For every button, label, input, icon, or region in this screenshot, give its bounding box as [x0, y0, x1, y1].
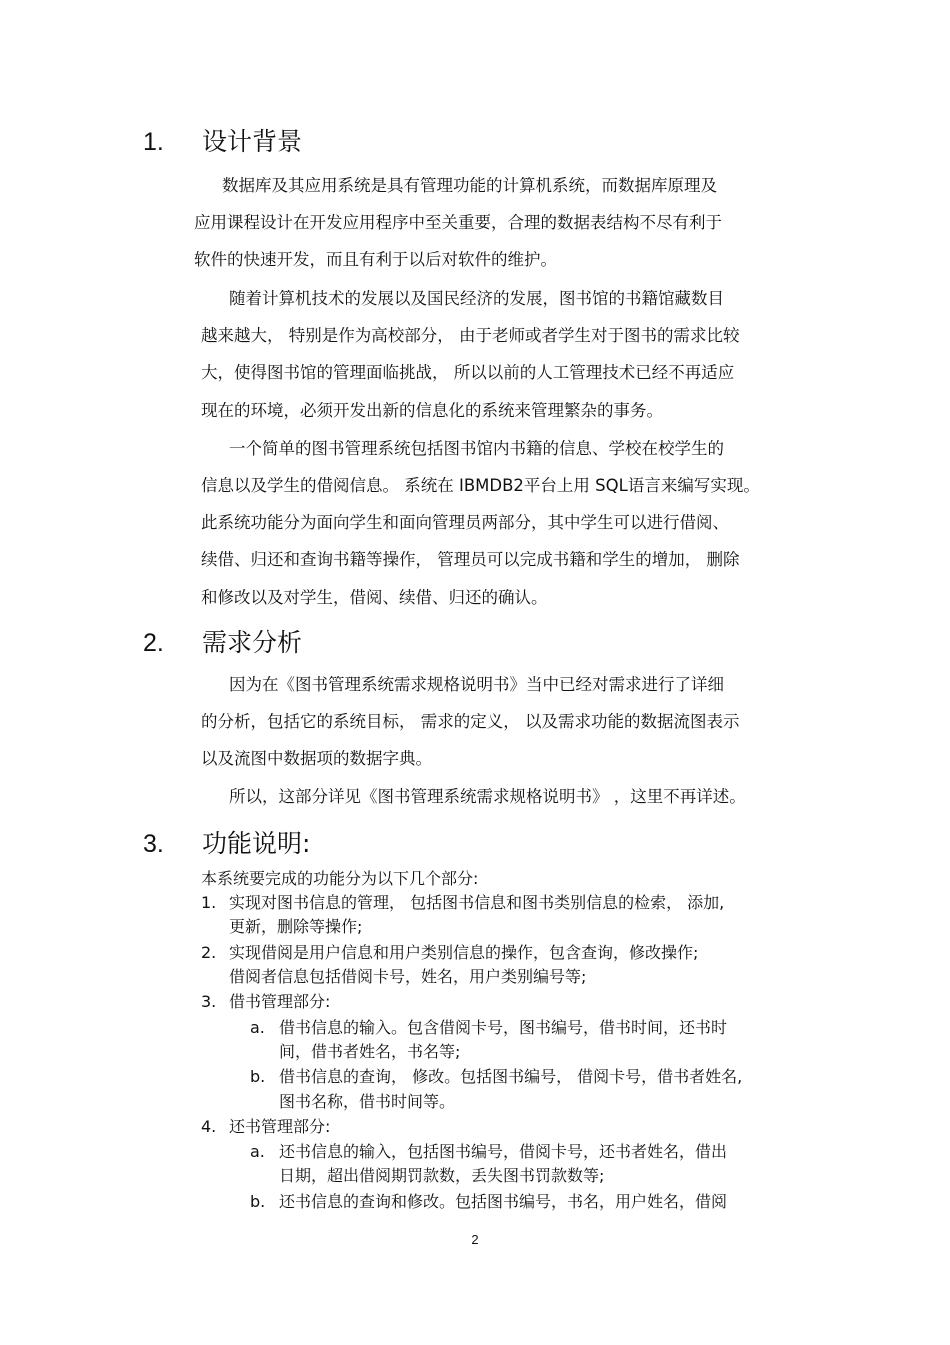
section-1-number: 1. — [143, 128, 164, 156]
list-marker: 2. — [201, 943, 217, 962]
paragraph-line: 大，使得图书馆的管理面临挑战， 所以以前的人工管理技术已经不再适应 — [201, 363, 735, 382]
sub-list-item-line: 借书信息的查询， 修改。包括图书编号， 借阅卡号，借书者姓名, — [279, 1067, 743, 1086]
paragraph-line: 信息以及学生的借阅信息。 系统在 IBMDB2平台上用 SQL语言来编写实现。 — [201, 476, 760, 495]
section-intro: 本系统要完成的功能分为以下几个部分: — [201, 869, 479, 888]
section-3-title: 功能说明: — [202, 829, 311, 858]
list-marker: 4. — [201, 1117, 217, 1136]
paragraph-line: 软件的快速开发，而且有利于以后对软件的维护。 — [194, 250, 557, 269]
sub-list-marker: a. — [250, 1142, 265, 1161]
list-item-line: 借阅者信息包括借阅卡号，姓名，用户类别编号等; — [229, 967, 587, 986]
paragraph-line: 所以，这部分详见《图书管理系统需求规格说明书》 ，这里不再详述。 — [229, 787, 746, 806]
sub-list-marker: a. — [250, 1018, 265, 1037]
sub-list-item-line: 还书信息的输入，包括图书编号，借阅卡号，还书者姓名，借出 — [279, 1142, 728, 1161]
paragraph-line: 因为在《图书管理系统需求规格说明书》当中已经对需求进行了详细 — [229, 675, 724, 694]
section-1-title: 设计背景 — [202, 127, 303, 156]
paragraph-line: 以及流图中数据项的数据字典。 — [201, 749, 432, 768]
sub-list-marker: b. — [250, 1067, 266, 1086]
paragraph-line: 此系统功能分为面向学生和面向管理员两部分，其中学生可以进行借阅、 — [201, 513, 729, 532]
sub-list-item-line: 间，借书者姓名，书名等; — [279, 1042, 461, 1061]
list-item-line: 实现对图书信息的管理， 包括图书信息和图书类别信息的检索， 添加, — [229, 893, 725, 912]
sub-list-item-line: 还书信息的查询和修改。包括图书编号，书名，用户姓名，借阅 — [279, 1192, 728, 1211]
sub-list-item-line: 借书信息的输入。包含借阅卡号，图书编号，借书时间，还书时 — [279, 1018, 728, 1037]
paragraph-line: 越来越大， 特别是作为高校部分， 由于老师或者学生对于图书的需求比较 — [201, 326, 740, 345]
list-marker: 3. — [201, 992, 217, 1011]
sub-list-item-line: 日期，超出借阅期罚款数，丢失图书罚款数等; — [279, 1166, 605, 1185]
sub-list-marker: b. — [250, 1192, 266, 1211]
paragraph-line: 数据库及其应用系统是具有管理功能的计算机系统，而数据库原理及 — [222, 176, 717, 195]
paragraph-line: 续借、归还和查询书籍等操作， 管理员可以完成书籍和学生的增加， 删除 — [201, 550, 740, 569]
page-number: 2 — [471, 1232, 479, 1247]
list-item-line: 借书管理部分: — [229, 992, 331, 1011]
list-marker: 1. — [201, 893, 217, 912]
section-2-number: 2. — [143, 629, 164, 657]
sub-list-item-line: 图书名称，借书时间等。 — [279, 1092, 456, 1111]
paragraph-line: 的分析，包括它的系统目标， 需求的定义， 以及需求功能的数据流图表示 — [201, 712, 740, 731]
section-3-number: 3. — [143, 830, 164, 858]
paragraph-line: 随着计算机技术的发展以及国民经济的发展，图书馆的书籍馆藏数目 — [229, 289, 724, 308]
list-item-line: 还书管理部分: — [229, 1117, 331, 1136]
paragraph-line: 应用课程设计在开发应用程序中至关重要，合理的数据表结构不尽有利于 — [194, 213, 722, 232]
section-2-title: 需求分析 — [202, 628, 303, 657]
list-item-line: 更新，删除等操作; — [229, 917, 363, 936]
paragraph-line: 一个简单的图书管理系统包括图书馆内书籍的信息、学校在校学生的 — [229, 439, 724, 458]
list-item-line: 实现借阅是用户信息和用户类别信息的操作，包含查询，修改操作; — [229, 943, 699, 962]
paragraph-line: 和修改以及对学生，借阅、续借、归还的确认。 — [201, 588, 548, 607]
paragraph-line: 现在的环境，必须开发出新的信息化的系统来管理繁杂的事务。 — [201, 401, 663, 420]
